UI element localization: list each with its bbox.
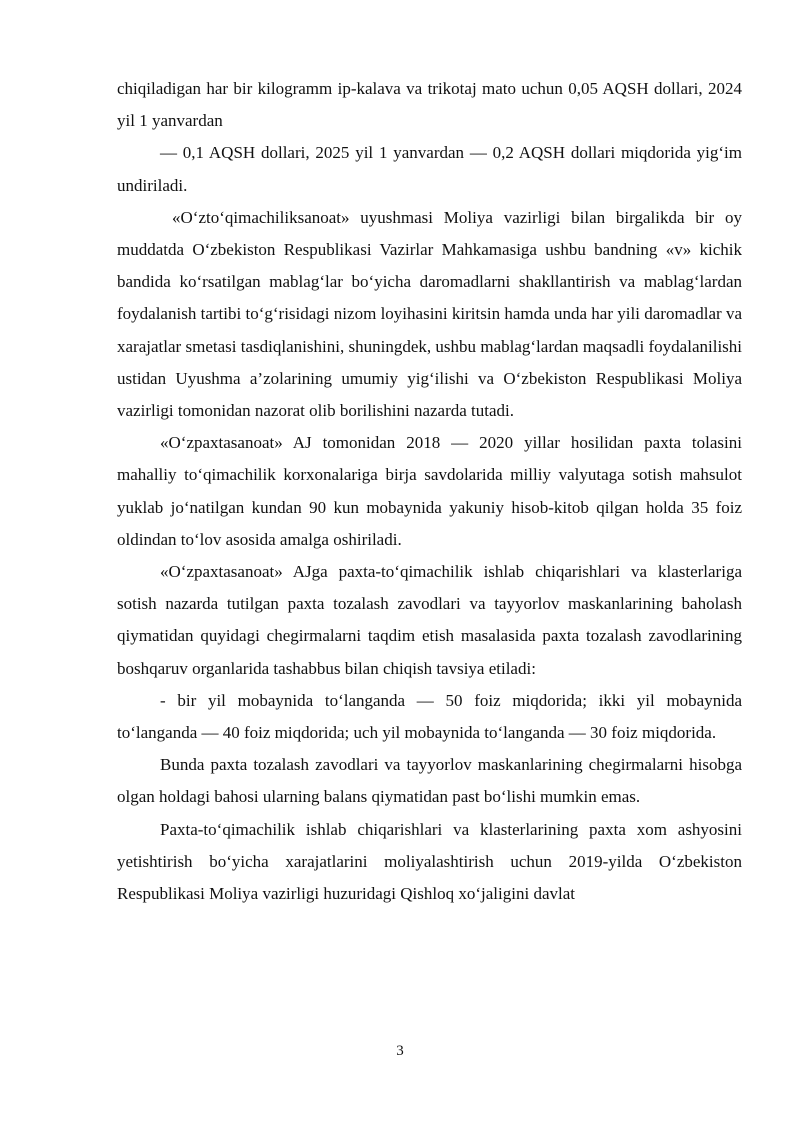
paragraph-continuation: chiqiladigan har bir kilogramm ip-kalava va trikotaj mato uchun 0,05 AQSH dollari, 2024 yil 1 yanvardan [117,79,742,131]
paragraph-discount-proposal: «O‘zpaxtasanoat» AJga paxta-to‘qimachilik ishlab chiqarishlari va klasterlariga sotish nazarda tutilgan paxta tozalash zavodlari va tayyorlov maskanlarining baholash qiymatidan quyidagi chegirmalarni taqdim etish masalasida paxta tozalash zavodlarining boshqaruv organlarida tashabbus bilan chiqish tavsiya etiladi: [117,562,742,678]
body-text [117,73,742,910]
paragraph-financing: Paxta-to‘qimachilik ishlab chiqarishlari va klasterlarining paxta xom ashyosini yetishtirish bo‘yicha xarajatlarini moliyalashtirish uchun 2019-yilda O‘zbekiston Respublikasi Moliya vazirligi huzuridagi Qishloq xo‘jaligini davlat [117,819,742,904]
paragraph-fee-rates: — 0,1 AQSH dollari, 2025 yil 1 yanvardan — 0,2 AQSH dollari miqdorida yig‘im undiriladi. [117,143,742,195]
page-number: 3 [396,1043,404,1059]
paragraph-balance-value: Bunda paxta tozalash zavodlari va tayyorlov maskanlarining chegirmalarni hisobga olgan holdagi bahosi ularning balans qiymatidan past bo‘lishi mumkin emas. [117,755,742,807]
paragraph-association-regulation: «O‘zto‘qimachiliksanoat» uyushmasi Moliya vazirligi bilan birgalikda bir oy muddatda O‘zbekiston Respublikasi Vazirlar Mahkamasiga ushbu bandning «v» kichik bandida ko‘rsatilgan mablag‘lar bo‘yicha daromadlarni shakllantirish va mablag‘lardan foydalanish tartibi to‘g‘risidagi nizom loyihasini kiritsin hamda unda har yili daromadlar va xarajatlar smetasi tasdiqlanishini, shuningdek, ushbu mablag‘lardan maqsadli foydalanilishi ustidan Uyushma a’zolarining umumiy yig‘ilishi va O‘zbekiston Respublikasi Moliya vazirligi tomonidan nazorat olib borilishini nazarda tutadi. [117,207,742,421]
paragraph-cotton-fiber-sales: «O‘zpaxtasanoat» AJ tomonidan 2018 — 2020 yillar hosilidan paxta tolasini mahalliy to‘qimachilik korxonalariga birja savdolarida milliy valyutaga sotish mahsulot yuklab jo‘natilgan kundan 90 kun mobaynida yakuniy hisob-kitob qilgan holda 35 foiz oldindan to‘lov asosida amalga oshiriladi. [117,433,742,549]
list-item-discount-terms: - bir yil mobaynida to‘langanda — 50 foiz miqdorida; ikki yil mobaynida to‘langanda — 40 foiz miqdorida; uch yil mobaynida to‘langanda — 30 foiz miqdorida. [117,690,742,743]
